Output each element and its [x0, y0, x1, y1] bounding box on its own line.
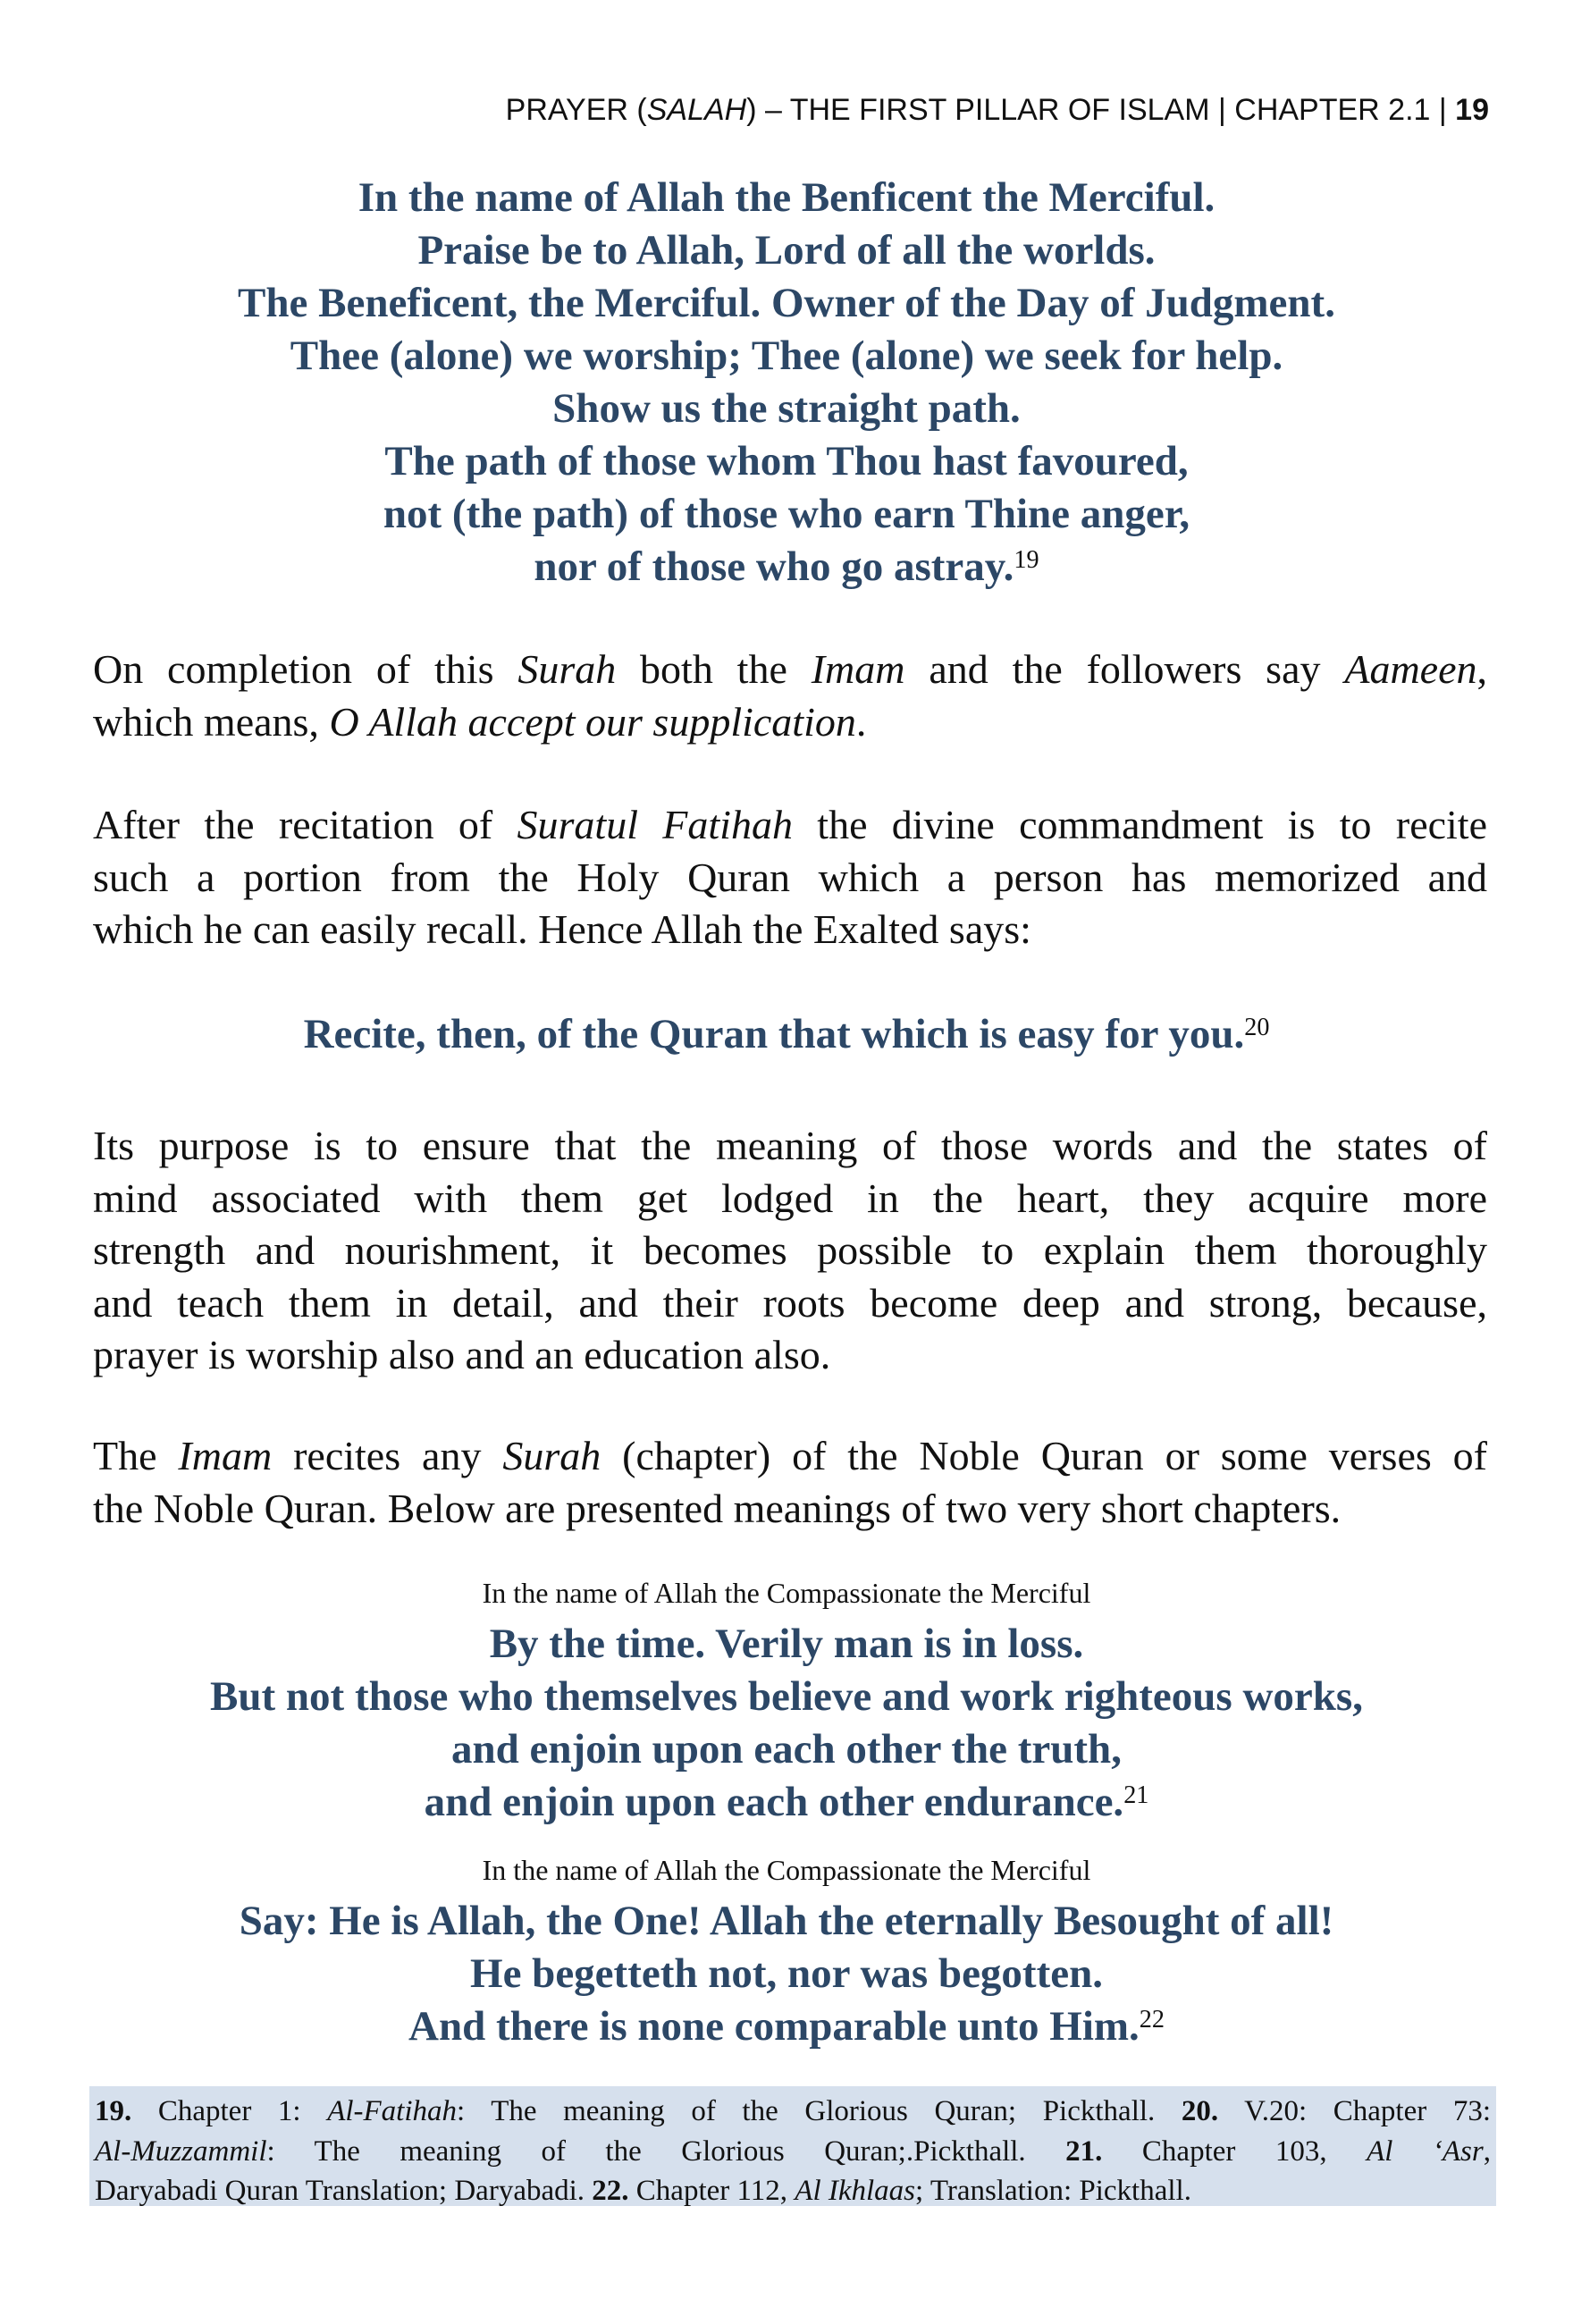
paragraph-line: mind associated with them get lodged in the heart, they acquire more [93, 1175, 1487, 1221]
fatihah-verse [89, 172, 1484, 594]
paragraph-line: prayer is worship also and an education also. [93, 1332, 831, 1377]
verse-line: And there is none comparable unto Him.$^{22}$ [408, 2003, 1165, 2050]
verse-line: Say: He is Allah, the One! Allah the eternally Besought of all! [239, 1898, 1334, 1944]
verse-line: and enjoin upon each other the truth, [451, 1726, 1122, 1772]
verse-line: not (the path) of those who earn Thine anger, [383, 491, 1190, 537]
verse-line: Recite, then, of the Quran that which is easy for you.$^{20}$ [303, 1011, 1270, 1057]
footnote-line: 19. Chapter 1: Al-Fatihah: The meaning of the Glorious Quran; Pickthall. 20. V.20: Chapter 73: [95, 2095, 1491, 2127]
paragraph-line: which he can easily recall. Hence Allah the Exalted says: [93, 906, 1031, 952]
paragraph-line: such a portion from the Holy Quran which a person has memorized and [93, 854, 1487, 900]
footnote-line: Daryabadi Quran Translation; Daryabadi. 22. Chapter 112, Al Ikhlaas; Translation: Pickthall. [95, 2175, 1191, 2207]
page-number: 19 [1455, 93, 1489, 127]
paragraph-imam [93, 1430, 1487, 1535]
footnote-ref-20[interactable]: 20 [1244, 1014, 1270, 1041]
paragraph-line: which means, O Allah accept our supplication. [93, 698, 867, 745]
verse-line: Thee (alone) we worship; Thee (alone) we seek for help. [290, 333, 1283, 379]
footnotes-box [89, 2086, 1496, 2206]
verse-line: The path of those whom Thou hast favoured, [384, 438, 1189, 484]
paragraph-recitation [93, 799, 1487, 956]
paragraph-purpose [93, 1120, 1487, 1382]
footnote-ref-21[interactable]: 21 [1123, 1781, 1149, 1809]
paragraph-line: On completion of this Surah both the Imam and the followers say Aameen, [93, 646, 1487, 692]
paragraph-aameen [93, 644, 1487, 748]
verse-line: The Beneficent, the Merciful. Owner of the Day of Judgment. [238, 280, 1335, 326]
footnote-line: Al-Muzzammil: The meaning of the Glorious Quran;.Pickthall. 21. Chapter 103, Al ‘Asr, [95, 2135, 1491, 2168]
verse-line: and enjoin upon each other endurance.$^{21}$ [424, 1779, 1149, 1825]
footnote-ref-22[interactable]: 22 [1139, 2006, 1165, 2034]
paragraph-line: Its purpose is to ensure that the meaning of those words and the states of [93, 1123, 1487, 1168]
verse-line: Praise be to Allah, Lord of all the worlds. [417, 227, 1156, 274]
footnote-ref-19[interactable]: 19 [1014, 546, 1039, 574]
verse-line: He begetteth not, nor was begotten. [470, 1950, 1103, 1997]
verse-line: By the time. Verily man is in loss. [489, 1621, 1084, 1667]
paragraph-line: The Imam recites any Surah (chapter) of the Noble Quran or some verses of [93, 1433, 1487, 1478]
ikhlaas-verse [89, 1895, 1484, 2053]
verse-line: In the name of Allah the Benficent the Merciful. [358, 174, 1216, 221]
paragraph-line: and teach them in detail, and their roots become deep and strong, because, [93, 1279, 1487, 1326]
header-title: PRAYER (SALAH) – THE FIRST PILLAR OF ISLAM | CHAPTER 2.1 | [505, 93, 1456, 127]
verse-line: nor of those who go astray.$^{19}$ [534, 543, 1039, 590]
asr-caption: In the name of Allah the Compassionate the Merciful [482, 1577, 1091, 1609]
paragraph-line: the Noble Quran. Below are presented meanings of two very short chapters. [93, 1485, 1342, 1531]
verse-line: Show us the straight path. [552, 385, 1021, 432]
recite-verse [89, 1008, 1484, 1061]
running-header [59, 93, 1489, 128]
ikhlaas-caption: In the name of Allah the Compassionate the Merciful [482, 1854, 1091, 1886]
paragraph-line: After the recitation of Suratul Fatihah the divine commandment is to recite [93, 802, 1487, 847]
asr-verse [89, 1618, 1484, 1829]
verse-line: But not those who themselves believe and work righteous works, [210, 1673, 1363, 1720]
paragraph-line: strength and nourishment, it becomes possible to explain them thoroughly [93, 1227, 1487, 1273]
